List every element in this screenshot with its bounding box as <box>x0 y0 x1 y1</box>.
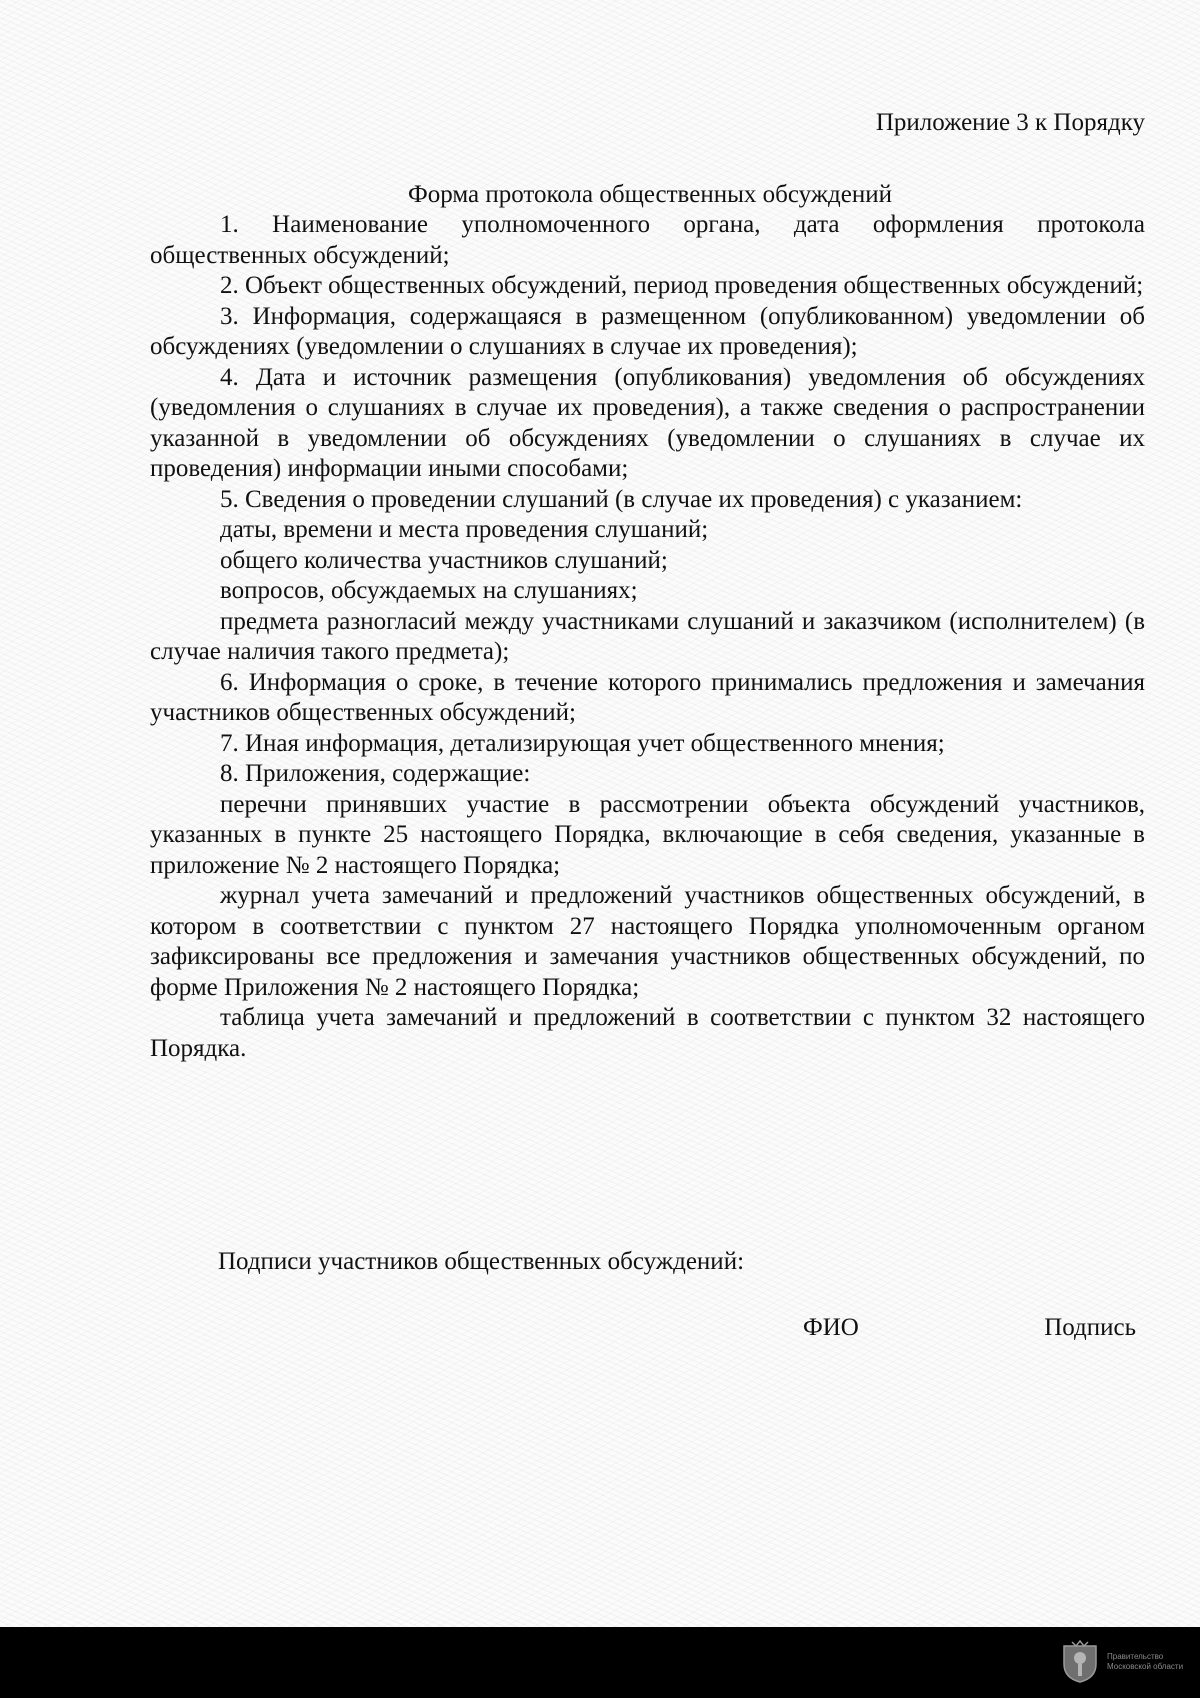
footer-caption <box>1107 1652 1197 1672</box>
paragraph-subitem-table: таблица учета замечаний и предложений в соответствии с пунктом 32 настоящего Порядка. <box>150 1004 1145 1062</box>
paragraph-item-1: 1. Наименование уполномоченного органа, дата оформления протокола общественных обсуждений; <box>150 211 1145 269</box>
paragraph-item-6: 6. Информация о сроке, в течение которого принимались предложения и замечания участников общественных обсуждений; <box>150 668 1145 726</box>
paragraph-subitem-disagreements: предмета разногласий между участниками слушаний и заказчиком (исполнителем) (в случае наличия такого предмета); <box>150 607 1145 665</box>
paragraph-subitem-lists: перечни принявших участие в рассмотрении объекта обсуждений участников, указанных в пункте 25 настоящего Порядка, включающие в себя сведения, указанные в приложение № 2 настоящего Порядка; <box>150 790 1145 879</box>
paragraph-item-3: 3. Информация, содержащаяся в размещенном (опубликованном) уведомлении об обсуждениях (уведомлении о слушаниях в случае их проведения); <box>150 302 1145 360</box>
paragraph-item-2: 2. Объект общественных обсуждений, период проведения общественных обсуждений; <box>220 272 1144 299</box>
paragraph-item-7: 7. Иная информация, детализирующая учет общественного мнения; <box>220 729 945 757</box>
signatures-label: Подписи участников общественных обсуждений: <box>218 1248 745 1275</box>
paragraph-subitem-questions: вопросов, обсуждаемых на слушаниях; <box>220 577 638 604</box>
document-body <box>150 210 1145 1064</box>
fio-column-label: ФИО <box>803 1314 859 1341</box>
signature-column-label: Подпись <box>1044 1314 1136 1341</box>
coat-of-arms-icon <box>1060 1640 1100 1684</box>
paragraph-item-8: 8. Приложения, содержащие: <box>220 760 531 787</box>
paragraph-subitem-count: общего количества участников слушаний; <box>220 546 668 574</box>
paragraph-item-4: 4. Дата и источник размещения (опубликования) уведомления об обсуждениях (уведомления о слушаниях в случае их проведения), а также сведения о распространении указанной в уведомлении об обсуждениях (уведомлении о слушаниях в случае их проведения) информации иными способами; <box>150 363 1145 482</box>
paragraph-subitem-dates: даты, времени и места проведения слушаний; <box>220 516 709 543</box>
appendix-label: Приложение 3 к Порядку <box>875 109 1145 136</box>
footer-caption-line1: Правительство <box>1107 1652 1164 1661</box>
paragraph-subitem-journal: журнал учета замечаний и предложений участников общественных обсуждений, в котором в соответствии с пунктом 27 настоящего Порядка уполномоченным органом зафиксированы все предложения и замечания участников общественных обсуждений, по форме Приложения № 2 настоящего Порядка; <box>150 882 1145 1001</box>
footer-band <box>0 1627 1200 1698</box>
document-title: Форма протокола общественных обсуждений <box>407 181 893 208</box>
paragraph-item-5: 5. Сведения о проведении слушаний (в случае их проведения) с указанием: <box>220 485 1023 513</box>
footer-caption-line2: Московской области <box>1107 1662 1184 1671</box>
